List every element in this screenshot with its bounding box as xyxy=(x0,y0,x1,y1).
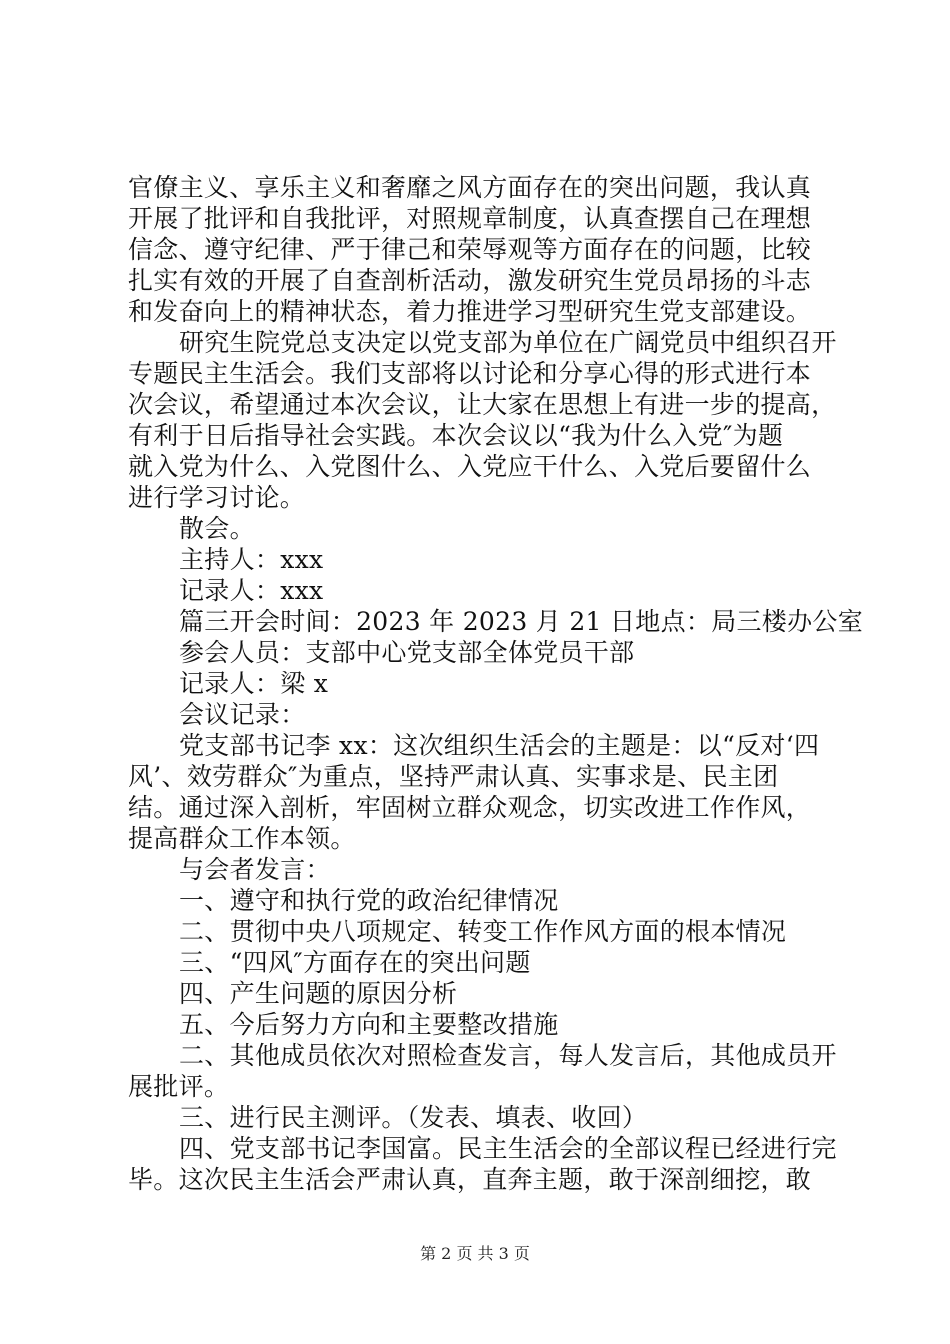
text-line: 扎实有效的开展了自查剖析活动，激发研究生党员昂扬的斗志 xyxy=(128,266,812,295)
text-line: 就入党为什么、入党图什么、入党应干什么、入党后要留什么 xyxy=(128,452,812,481)
text-line: 专题民主生活会。我们支部将以讨论和分享心得的形式进行本 xyxy=(128,359,812,388)
text-line: 会议记录： xyxy=(179,700,306,729)
text-line: 记录人：xxx xyxy=(179,576,324,605)
text-line: 散会。 xyxy=(179,514,255,543)
text-line: 篇三开会时间：2023 年 2023 月 21 日地点：局三楼办公室 xyxy=(179,607,863,636)
text-line: 四、党支部书记李国富。民主生活会的全部议程已经进行完 xyxy=(179,1134,837,1163)
text-line: 二、贯彻中央八项规定、转变工作作风方面的根本情况 xyxy=(179,917,787,946)
text-line: 与会者发言： xyxy=(179,855,331,884)
page-footer: 第 2 页 共 3 页 xyxy=(420,1244,530,1263)
text-line: 记录人：梁 x xyxy=(179,669,329,698)
text-line: 参会人员：支部中心党支部全体党员干部 xyxy=(179,638,635,667)
text-line: 一、遵守和执行党的政治纪律情况 xyxy=(179,886,559,915)
text-line: 展批评。 xyxy=(128,1072,230,1101)
text-line: 次会议，希望通过本次会议，让大家在思想上有进一步的提高， xyxy=(128,390,837,419)
text-line: 毕。这次民主生活会严肃认真，直奔主题，敢于深剖细挖，敢 xyxy=(128,1165,812,1194)
text-line: 结。通过深入剖析，牢固树立群众观念，切实改进工作作风， xyxy=(128,793,812,822)
text-line: 主持人：xxx xyxy=(179,545,324,574)
text-line: 风’、效劳群众″为重点，坚持严肃认真、实事求是、民主团 xyxy=(128,762,779,791)
text-line: 开展了批评和自我批评，对照规章制度，认真查摆自己在理想 xyxy=(128,204,812,233)
text-line: 进行学习讨论。 xyxy=(128,483,306,512)
text-line: 三、“四风″方面存在的突出问题 xyxy=(179,948,531,977)
text-line: 二、其他成员依次对照检查发言，每人发言后，其他成员开 xyxy=(179,1041,837,1070)
text-line: 五、今后努力方向和主要整改措施 xyxy=(179,1010,559,1039)
text-line: 信念、遵守纪律、严于律己和荣辱观等方面存在的问题，比较 xyxy=(128,235,812,264)
text-line: 研究生院党总支决定以党支部为单位在广阔党员中组织召开 xyxy=(179,328,837,357)
text-line: 党支部书记李 xx：这次组织生活会的主题是：以“反对‘四 xyxy=(179,731,820,760)
text-line: 四、产生问题的原因分析 xyxy=(179,979,458,1008)
document-body xyxy=(128,172,863,1195)
text-line: 和发奋向上的精神状态，着力推进学习型研究生党支部建设。 xyxy=(128,297,812,326)
text-line: 三、进行民主测评。（发表、填表、收回） xyxy=(179,1103,648,1132)
text-line: 有利于日后指导社会实践。本次会议以“我为什么入党″为题 xyxy=(128,421,784,450)
text-line: 官僚主义、享乐主义和奢靡之风方面存在的突出问题，我认真 xyxy=(128,173,812,202)
text-line: 提高群众工作本领。 xyxy=(128,824,356,853)
